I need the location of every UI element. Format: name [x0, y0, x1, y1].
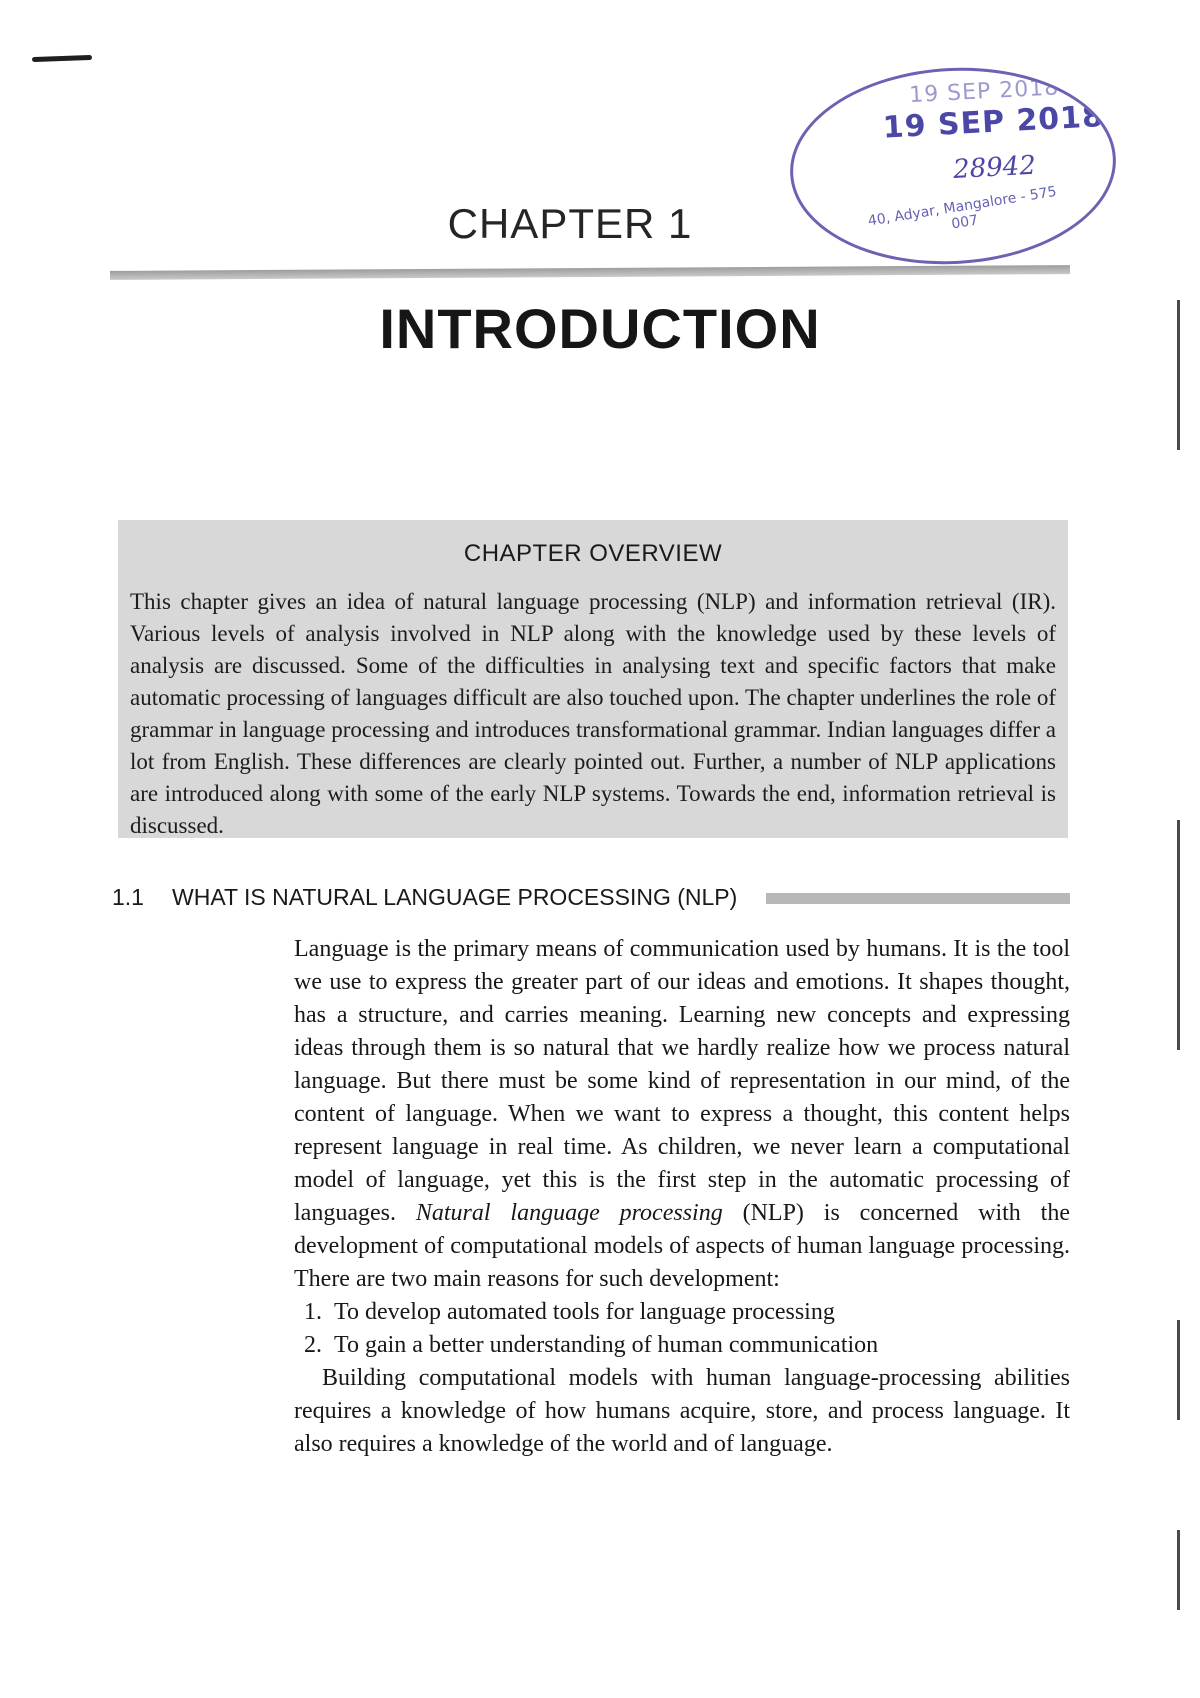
page-edge-line	[1177, 1320, 1180, 1420]
list-item	[294, 1296, 1070, 1329]
page-edge-line	[1177, 300, 1180, 450]
library-stamp	[785, 60, 1121, 273]
stamp-address: 40, Adyar, Mangalore - 575 007	[866, 183, 1058, 233]
chapter-label: CHAPTER 1	[447, 200, 693, 247]
page-edge-line	[1177, 1530, 1180, 1610]
paragraph-text: Language is the primary means of communication used by humans. It is the tool we use to express the greater part of our ideas and emotions. It shapes thought, has a structure, and carries meaning. Learning new concepts and expressing ideas through them is so natural that we hardly realize how we process natural language. But there must be some kind of representation in our mind, of the content of language. When we want to express a thought, this content helps represent language in real time. As children, we never learn a computational model of language, yet this is the first step in the automatic processing of languages.	[294, 936, 1070, 1226]
body-paragraph: Building computational models with human language-processing abilities requires a knowledge of how humans acquire, store, and process language. It also requires a knowledge of the world and of language.	[294, 1365, 1070, 1457]
overview-text: This chapter gives an idea of natural language processing (NLP) and information retrieval (IR). Various levels of analysis involved in NLP along with the knowledge used by these levels of analysis are discussed. Some of the difficulties in analysing text and specific factors that make automatic processing of languages difficult are also touched upon. The chapter underlines the role of grammar in language processing and introduces transformational grammar. Indian languages differ a lot from English. These differences are clearly pointed out. Further, a number of NLP applications are introduced along with some of the early NLP systems. Towards the end, information retrieval is discussed.	[130, 589, 1056, 838]
list-item	[294, 1329, 1070, 1362]
section-number: 1.1	[112, 884, 144, 910]
stamp-accession-number: 28942	[952, 150, 1037, 185]
section-body	[294, 933, 1070, 1461]
paragraph-text: (NLP) is concerned with the development of computational models of aspects of human language processing. There are two main reasons for such development:	[294, 1200, 1070, 1292]
page-corner-mark	[32, 55, 92, 62]
stamp-date: 19 SEP 2018	[882, 99, 1105, 146]
section-rule	[766, 893, 1070, 904]
list-item-text: To develop automated tools for language processing	[334, 1299, 835, 1325]
chapter-overview-box	[118, 520, 1068, 838]
chapter-title: INTRODUCTION	[379, 297, 821, 360]
reasons-list	[294, 1296, 1070, 1362]
list-item-number: 2.	[304, 1332, 322, 1358]
list-item-number: 1.	[304, 1299, 322, 1325]
overview-heading: CHAPTER OVERVIEW	[463, 540, 723, 567]
section-title: WHAT IS NATURAL LANGUAGE PROCESSING (NLP)	[172, 884, 738, 910]
chapter-divider	[110, 265, 1070, 280]
page-edge-line	[1177, 820, 1180, 1050]
defined-term: Natural language processing	[415, 1200, 723, 1226]
list-item-text: To gain a better understanding of human communication	[334, 1332, 879, 1358]
body-paragraph	[294, 933, 1070, 1296]
stamp-date-faded: 19 SEP 2018	[908, 75, 1060, 109]
section-heading	[112, 884, 1070, 918]
